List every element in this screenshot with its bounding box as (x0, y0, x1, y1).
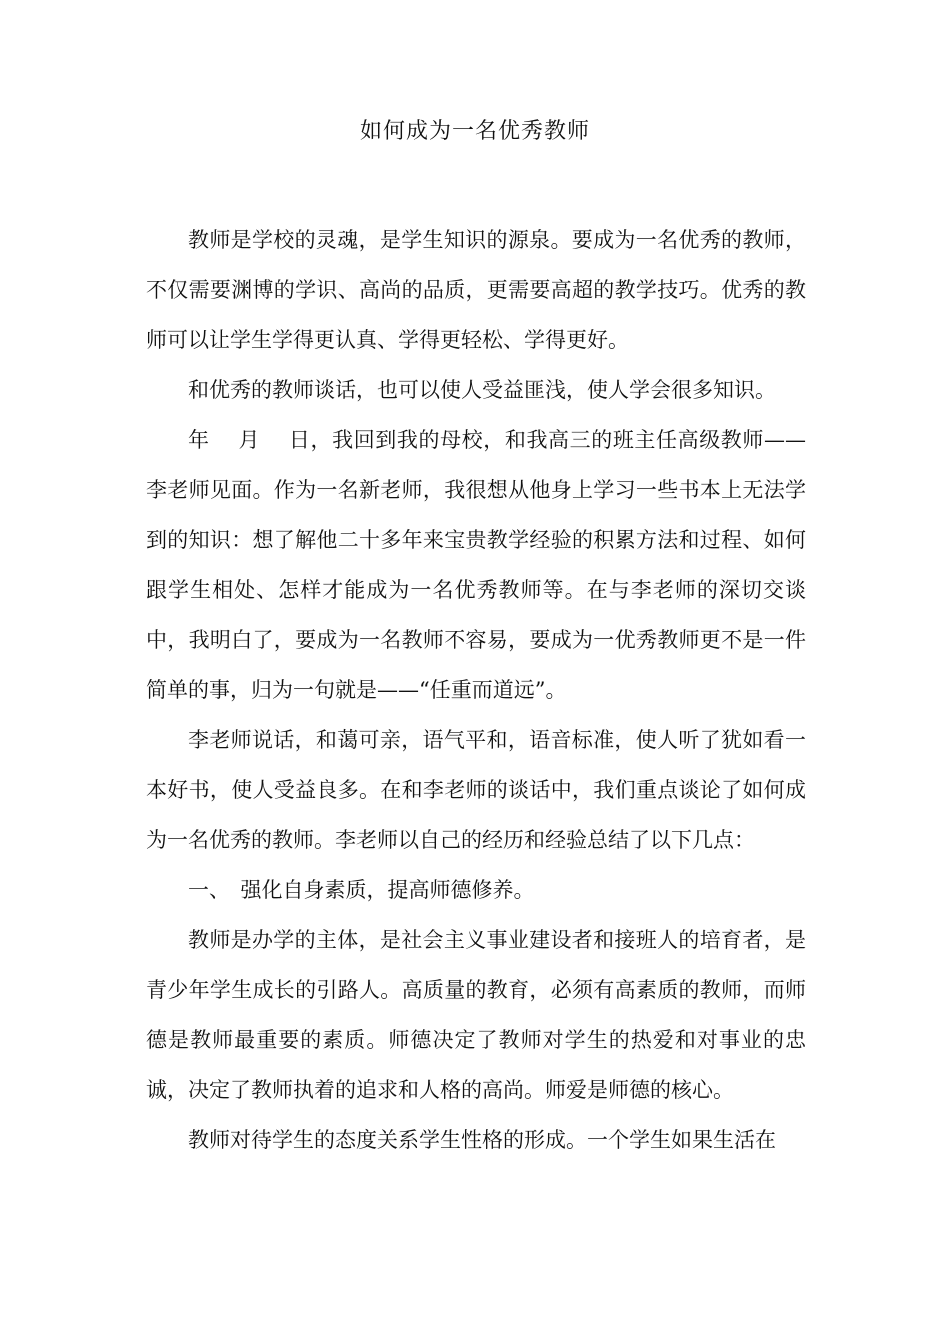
paragraph-visit: 年 月 日，我回到我的母校，和我高三的班主任高级教师——李老师见面。作为一名新老师，我很想从他身上学习一些书本上无法学到的知识：想了解他二十多年来宝贵教学经验的积累方法和过程、如何跟学生相处、怎样才能成为一名优秀教师等。在与李老师的深切交谈中，我明白了，要成为一名教师不容易，要成为一优秀教师更不是一件简单的事，归为一句就是——“任重而道远”。 (146, 428, 806, 702)
paragraph-teacher-li: 李老师说话，和蔼可亲，语气平和，语音标准，使人听了犹如看一本好书，使人受益良多。在和李老师的谈话中，我们重点谈论了如何成为一名优秀的教师。李老师以自己的经历和经验总结了以下几点： (146, 728, 806, 852)
document-title: 如何成为一名优秀教师 (359, 119, 590, 144)
paragraph-conversation: 和优秀的教师谈话，也可以使人受益匪浅，使人学会很多知识。 (188, 378, 776, 402)
section-heading-1: 一、 强化自身素质，提高师德修养。 (188, 878, 535, 902)
document-body (146, 215, 806, 1165)
paragraph-attitude: 教师对待学生的态度关系学生性格的形成。一个学生如果生活在 (188, 1128, 776, 1152)
paragraph-intro: 教师是学校的灵魂，是学生知识的源泉。要成为一名优秀的教师，不仅需要渊博的学识、高尚的品质，更需要高超的教学技巧。优秀的教师可以让学生学得更认真、学得更轻松、学得更好。 (146, 228, 806, 352)
paragraph-ethics: 教师是办学的主体，是社会主义事业建设者和接班人的培育者，是青少年学生成长的引路人。高质量的教育，必须有高素质的教师，而师德是教师最重要的素质。师德决定了教师对学生的热爱和对事业的忠诚，决定了教师执着的追求和人格的高尚。师爱是师德的核心。 (146, 928, 806, 1102)
